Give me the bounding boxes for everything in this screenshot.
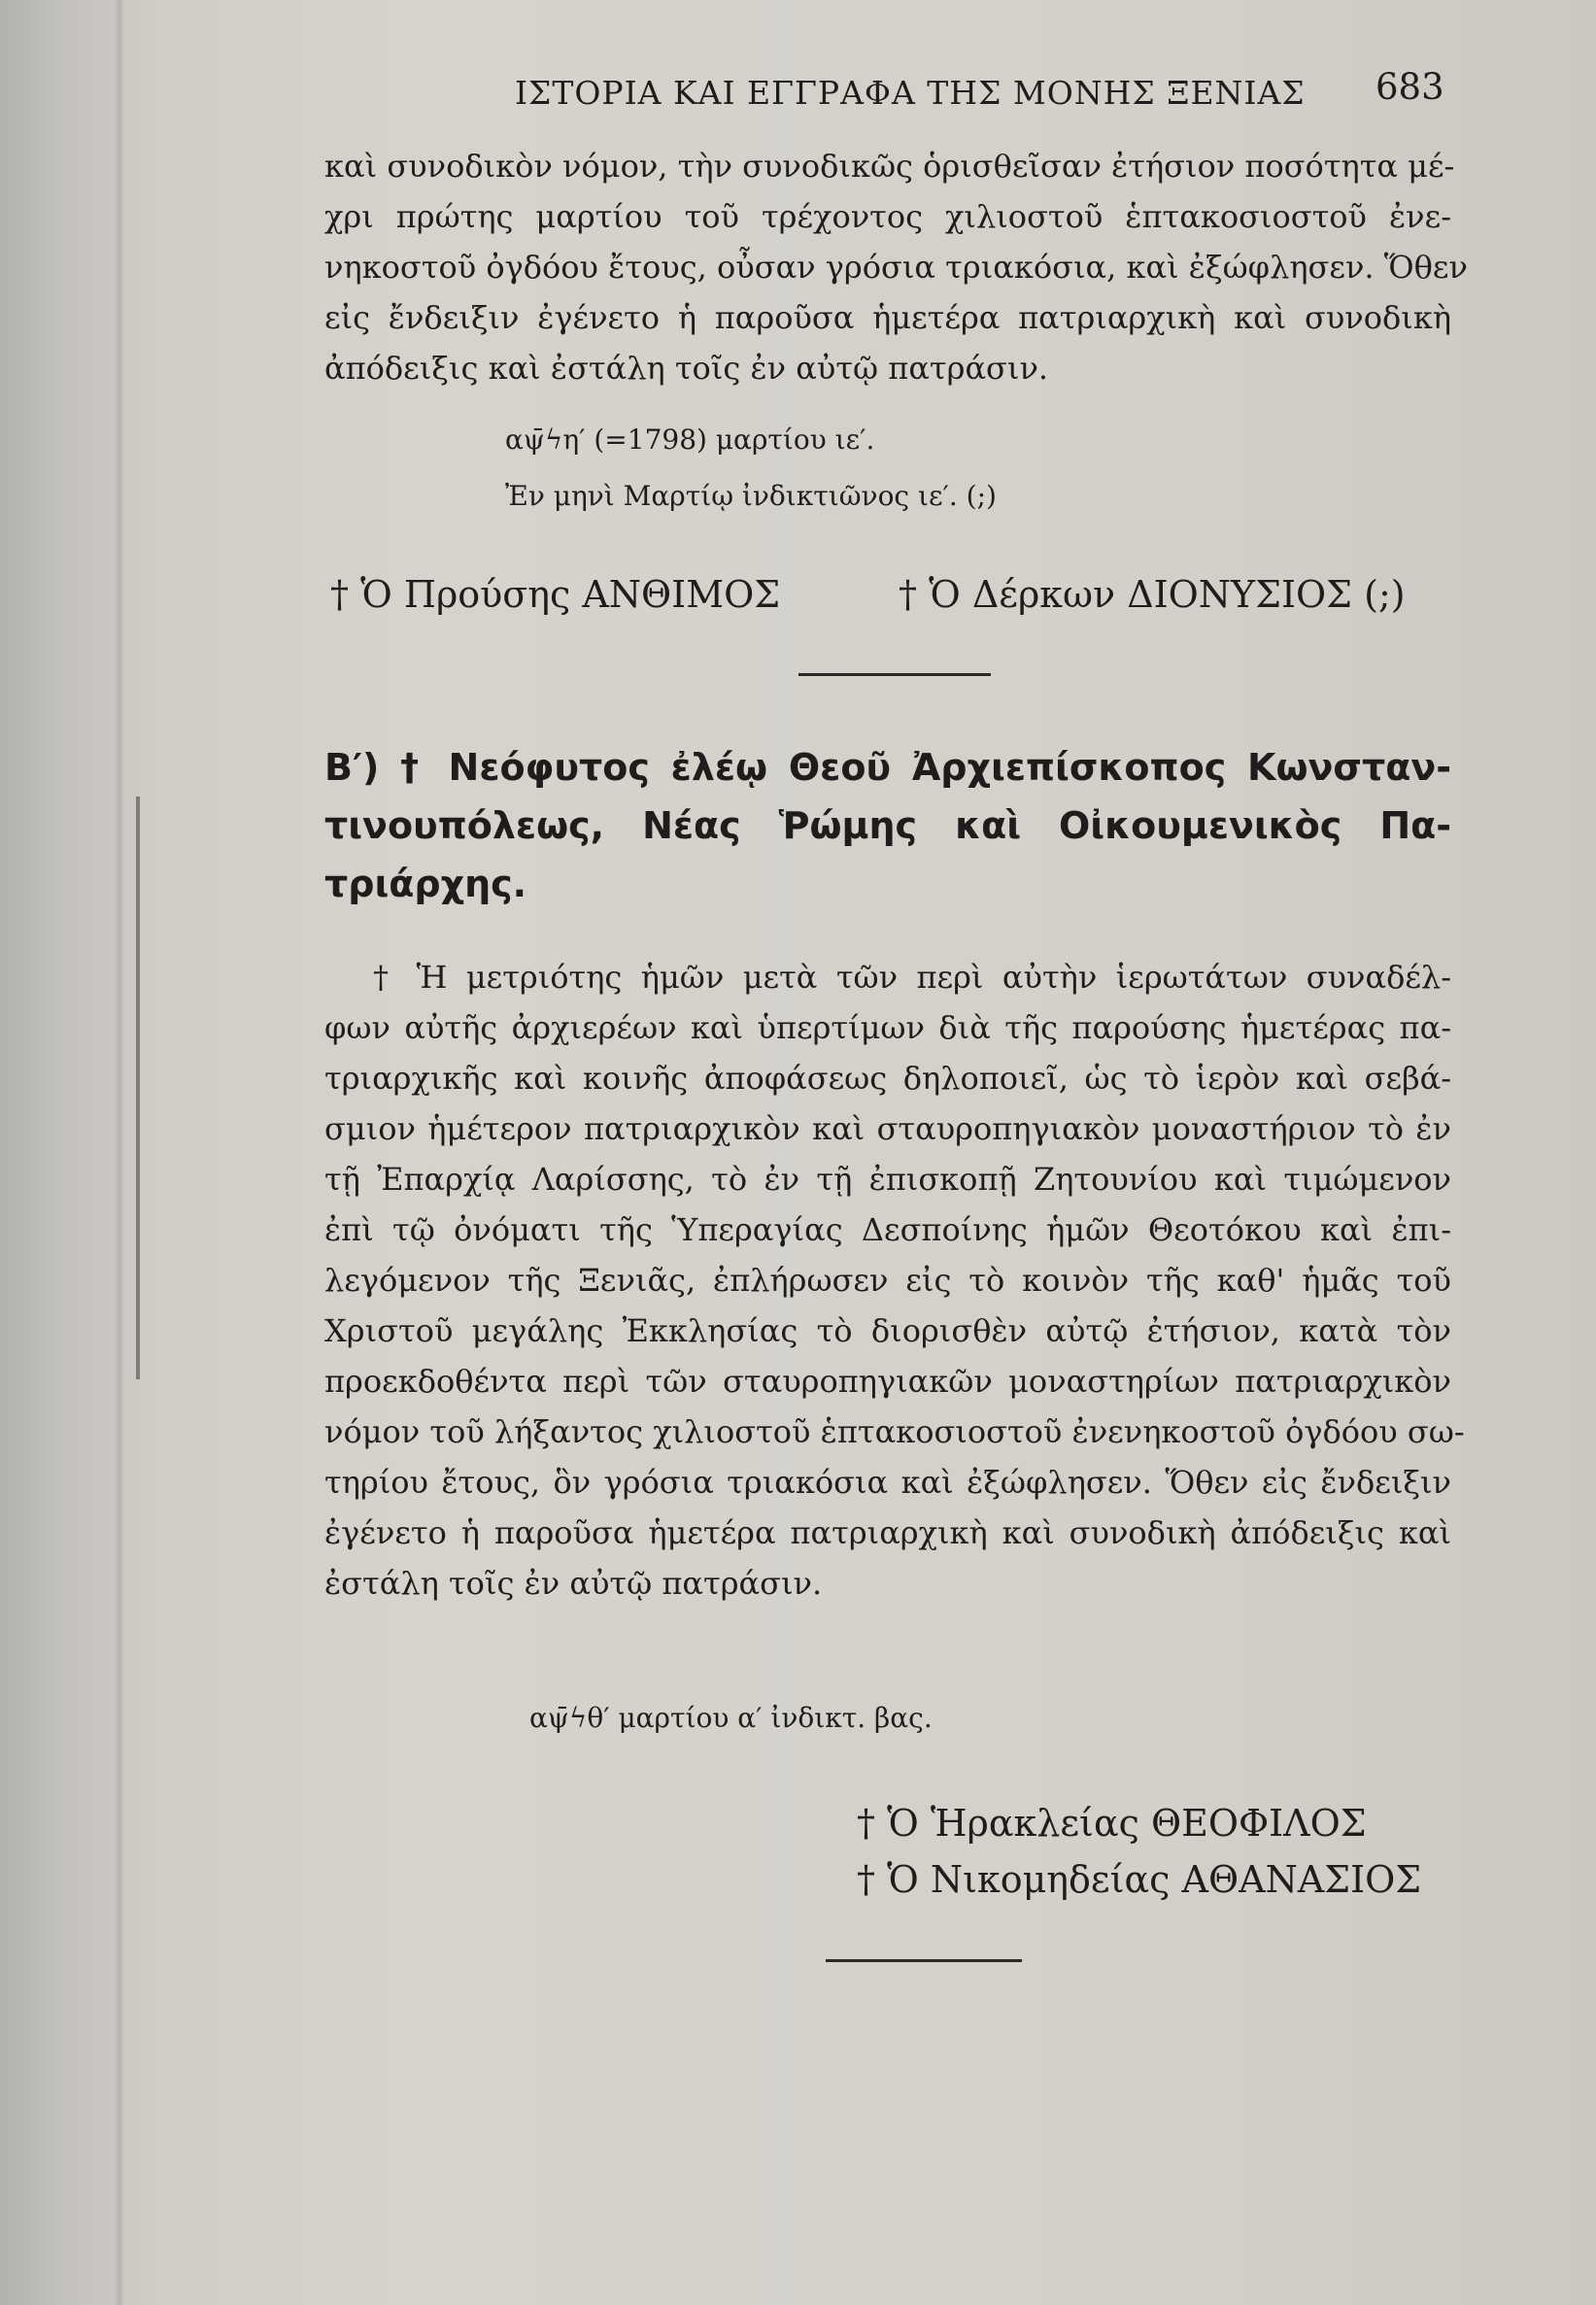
text-line: καὶ συνοδικὸν νόμον, τὴν συνοδικῶς ὁρισθεῖσαν ἐτήσιον ποσότητα μέ-: [324, 148, 1455, 185]
text-line: τῇ Ἐπαρχίᾳ Λαρίσσης, τὸ ἐν τῇ ἐπισκοπῇ Ζητουνίου καὶ τιμώμενον: [324, 1161, 1451, 1198]
signature-prousa: † Ὁ Προύσης ΑΝΘΙΜΟΣ: [330, 573, 781, 616]
page-fold-shadow: [115, 0, 124, 2305]
text-line: νηκοστοῦ ὀγδόου ἔτους, οὖσαν γρόσια τριακόσια, καὶ ἐξώφλησεν. Ὅθεν: [324, 249, 1468, 286]
text-line: Χριστοῦ μεγάλης Ἐκκλησίας τὸ διορισθὲν αὐτῷ ἐτήσιον, κατὰ τὸν: [324, 1312, 1451, 1349]
text-line: ἐστάλη τοῖς ἐν αὐτῷ πατράσιν.: [324, 1565, 823, 1602]
text-line: νόμον τοῦ λήξαντος χιλιοστοῦ ἑπτακοσιοστοῦ ἐνενηκοστοῦ ὀγδόου σω-: [324, 1413, 1465, 1450]
separator-rule-1: [798, 673, 991, 676]
text-line: προεκδοθέντα περὶ τῶν σταυροπηγιακῶν μοναστηρίων πατριαρχικὸν: [324, 1363, 1451, 1400]
text-line: λεγόμενον τῆς Ξενιᾶς, ἐπλήρωσεν εἰς τὸ κοινὸν τῆς καθ' ἡμᾶς τοῦ: [324, 1262, 1451, 1299]
text-line: φων αὐτῆς ἀρχιερέων καὶ ὑπερτίμων διὰ τῆς παρούσης ἡμετέρας πα-: [324, 1009, 1451, 1046]
date-line-2: Ἐν μηνὶ Μαρτίῳ ἰνδικτιῶνος ιε′. (;): [505, 480, 997, 512]
running-header: ΙΣΤΟΡΙΑ ΚΑΙ ΕΓΓΡΑΦΑ ΤΗΣ ΜΟΝΗΣ ΞΕΝΙΑΣ: [515, 74, 1306, 112]
signature-nikomedeia: † Ὁ Νικομηδείας ΑΘΑΝΑΣΙΟΣ: [857, 1858, 1422, 1901]
text-line: τριαρχικῆς καὶ κοινῆς ἀποφάσεως δηλοποιεῖ, ὡς τὸ ἱερὸν καὶ σεβά-: [324, 1060, 1451, 1097]
text-line: τηρίου ἔτους, ὃν γρόσια τριακόσια καὶ ἐξώφλησεν. Ὅθεν εἰς ἔνδειξιν: [324, 1464, 1451, 1501]
signature-herakleia: † Ὁ Ἡρακλείας ΘΕΟΦΙΛΟΣ: [857, 1802, 1367, 1845]
binding-edge: [136, 797, 140, 1379]
date-line-1: αψ̄ϟη′ (=1798) μαρτίου ιε′.: [505, 424, 875, 456]
separator-rule-2: [826, 1959, 1022, 1962]
text-line: ἐγένετο ἡ παροῦσα ἡμετέρα πατριαρχικὴ καὶ συνοδικὴ ἀπόδειξις καὶ: [324, 1514, 1451, 1551]
text-line: σμιον ἡμέτερον πατριαρχικὸν καὶ σταυροπηγιακὸν μοναστήριον τὸ ἐν: [324, 1110, 1451, 1147]
heading-line: Β′) † Νεόφυτος ἐλέῳ Θεοῦ Ἀρχιεπίσκοπος Κωνσταν-: [324, 746, 1451, 789]
section-b-body: [324, 952, 1465, 1609]
paragraph-1: [324, 141, 1468, 393]
heading-line: τινουπόλεως, Νέας Ῥώμης καὶ Οἰκουμενικὸς Πα-: [324, 804, 1451, 847]
text-line: ἀπόδειξις καὶ ἐστάλη τοῖς ἐν αὐτῷ πατράσιν.: [324, 350, 1049, 387]
signature-derkon: † Ὁ Δέρκων ΔΙΟΝΥΣΙΟΣ (;): [899, 573, 1406, 616]
section-b-date: αψ̄ϟθ′ μαρτίου α′ ἰνδικτ. βας.: [529, 1702, 933, 1734]
section-b-heading: [324, 738, 1451, 913]
text-line: ἐπὶ τῷ ὀνόματι τῆς Ὑπεραγίας Δεσποίνης ἡμῶν Θεοτόκου καὶ ἐπι-: [324, 1211, 1451, 1248]
text-line: † Ἡ μετριότης ἡμῶν μετὰ τῶν περὶ αὐτὴν ἱερωτάτων συναδέλ-: [373, 959, 1451, 996]
heading-line: τριάρχης.: [324, 863, 527, 905]
text-line: εἰς ἔνδειξιν ἐγένετο ἡ παροῦσα ἡμετέρα πατριαρχικὴ καὶ συνοδικὴ: [324, 299, 1451, 336]
page-number: 683: [1375, 66, 1444, 108]
text-line: χρι πρώτης μαρτίου τοῦ τρέχοντος χιλιοστοῦ ἑπτακοσιοστοῦ ἐνε-: [324, 198, 1451, 235]
